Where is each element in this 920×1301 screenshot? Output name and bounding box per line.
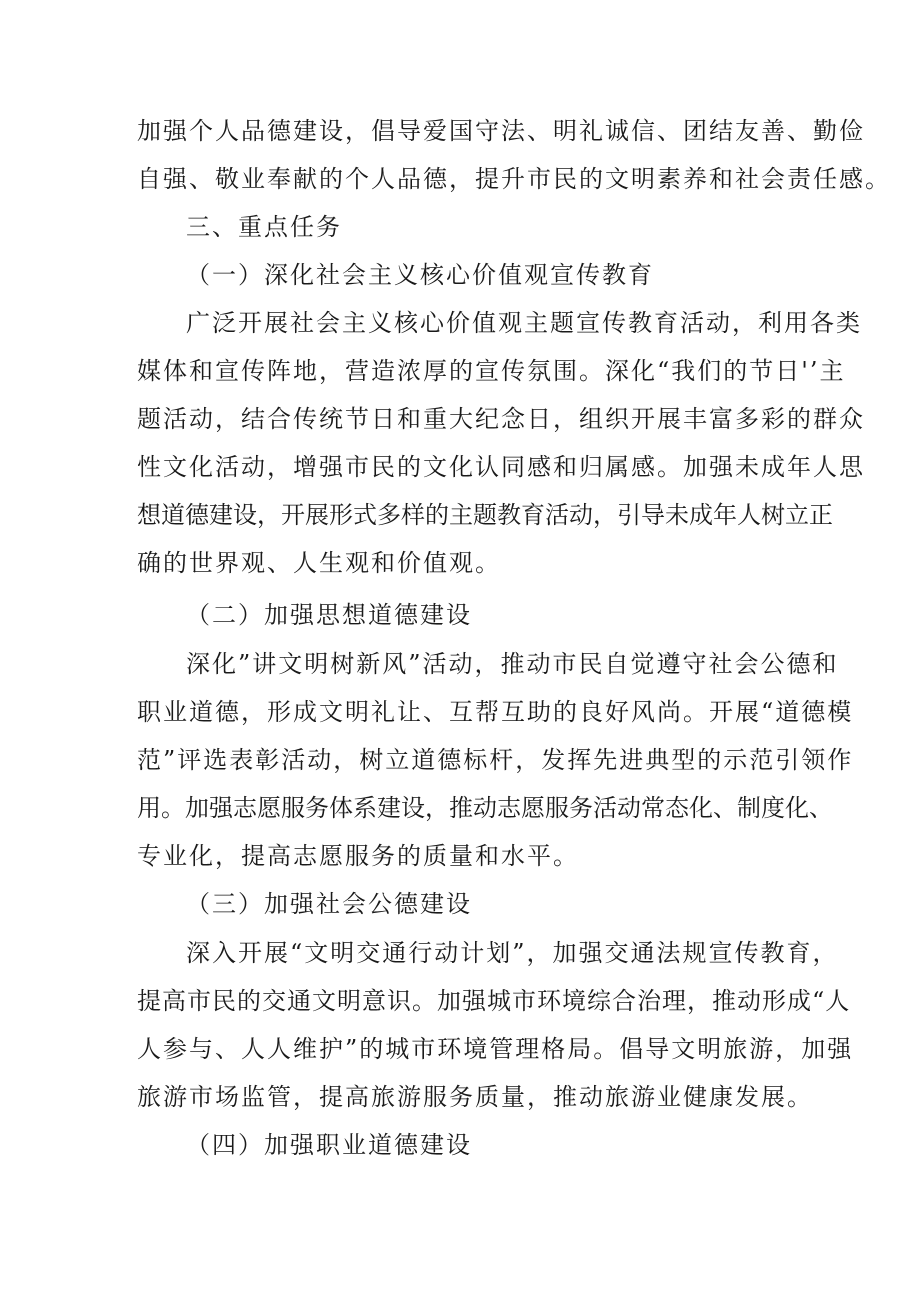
body-text-line: 想道德建设，开展形式多样的主题教育活动，引导未成年人树立正: [137, 501, 833, 529]
body-text-line: 用。加强志愿服务体系建设，推动志愿服务活动常态化、制度化、: [137, 794, 833, 822]
subsection-heading: （三）加强社会公德建设: [186, 890, 472, 918]
body-text-line: 自强、敬业奉献的个人品德，提升市民的文明素养和社会责任感。: [137, 165, 891, 193]
body-text-line: 确的世界观、人生观和价值观。: [137, 549, 501, 577]
subsection-heading: （二）加强思想道德建设: [186, 601, 472, 629]
body-text-line: 加强个人品德建设，倡导爱国守法、明礼诚信、团结友善、勤俭: [137, 117, 865, 145]
body-text-line: 提高市民的交通文明意识。加强城市环境综合治理，推动形成“人: [137, 987, 851, 1015]
body-text-line: 人参与、人人维护”的城市环境管理格局。倡导文明旅游，加强: [137, 1035, 854, 1063]
body-text-line: 旅游市场监管，提高旅游服务质量，推动旅游业健康发展。: [137, 1083, 813, 1111]
body-text-line: 深入开展“文明交通行动计划”，加强交通法规宣传教育，: [186, 939, 839, 967]
body-text-line: 范”评选表彰活动，树立道德标杆，发挥先进典型的示范引领作: [137, 746, 854, 774]
body-text-line: 广泛开展社会主义核心价值观主题宣传教育活动，利用各类: [186, 309, 862, 337]
subsection-heading: （一）深化社会主义核心价值观宣传教育: [186, 261, 654, 289]
subsection-heading: （四）加强职业道德建设: [186, 1131, 472, 1159]
body-text-line: 媒体和宣传阵地，营造浓厚的宣传氛围。深化“我们的节日'’主: [137, 357, 846, 385]
body-text-line: 性文化活动，增强市民的文化认同感和归属感。加强未成年人思: [137, 453, 865, 481]
body-text-line: 深化”讲文明树新风”活动，推动市民自觉遵守社会公德和: [186, 650, 839, 678]
body-text-line: 职业道德，形成文明礼让、互帮互助的良好风尚。开展“道德模: [137, 698, 854, 726]
body-text-line: 题活动，结合传统节日和重大纪念日，组织开展丰富多彩的群众: [137, 405, 865, 433]
section-heading: 三、重点任务: [186, 213, 342, 241]
body-text-line: 专业化，提高志愿服务的质量和水平。: [137, 842, 579, 870]
